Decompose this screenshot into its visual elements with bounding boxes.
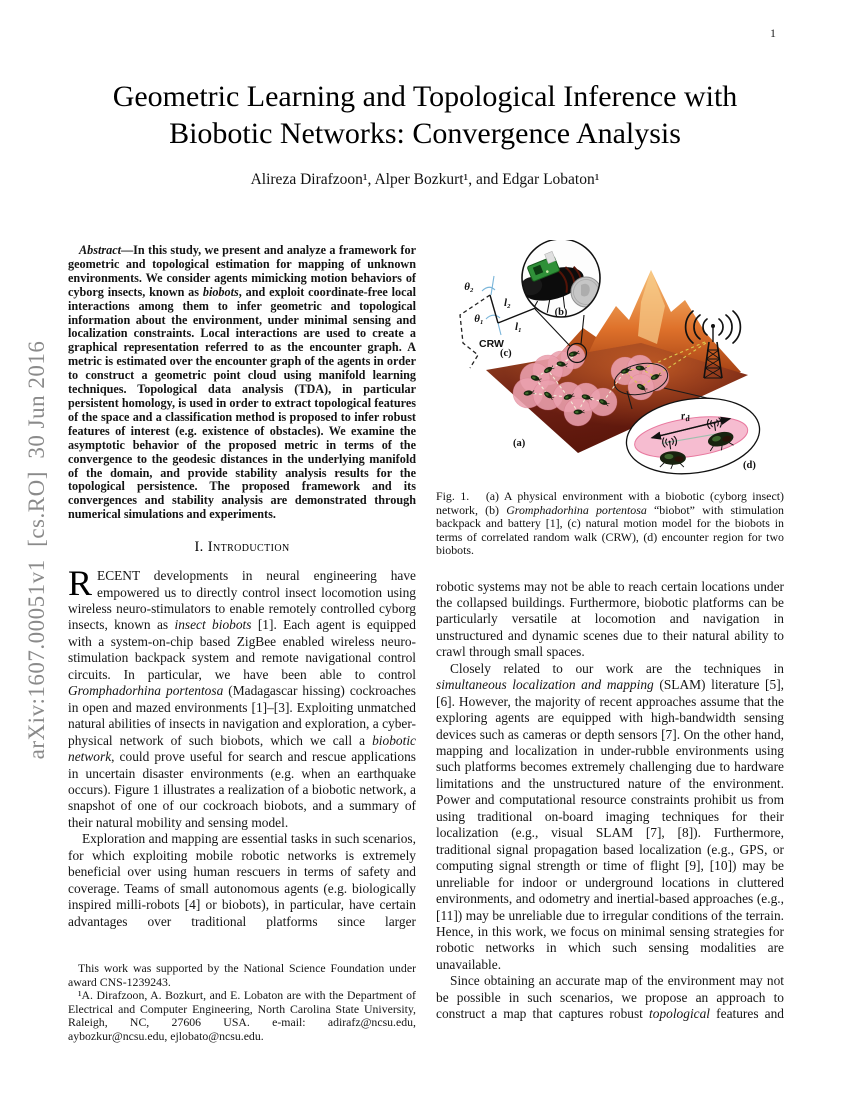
figure-label-a: (a) bbox=[513, 438, 526, 449]
footnote-support: This work was supported by the National Science Foundation under award CNS-1239243. bbox=[68, 961, 416, 989]
introduction-body bbox=[68, 563, 417, 930]
authors-line: Alireza Dirafzoon¹, Alper Bozkurt¹, and Edgar Lobaton¹ bbox=[250, 171, 600, 188]
paper-title-line1: Geometric Learning and Topological Inference with bbox=[112, 80, 738, 113]
figure-1 bbox=[433, 240, 803, 485]
abstract bbox=[68, 244, 416, 522]
footnote-affiliation: ¹A. Dirafzoon, A. Bozkurt, and E. Lobaton are with the Department of Electrical and Computer Engineering, North Carolina State University, Raleigh, NC, 27606 USA. e-mail: adirafz@ncsu.edu, aybozkur@ncsu.edu, ejlobato@ncsu.edu. bbox=[68, 988, 416, 1043]
right-column-body bbox=[436, 579, 784, 1023]
intro-paragraph-2: Exploration and mapping are essential tasks in such scenarios, for which exploiting mobile robotic networks is extremely beneficial over using human rescuers in terms of safety and coverage. Teams of small autonomous agents (e.g. biologically inspired milli-robots [4] or biobots), in particular, have certain advantages over traditional platforms since larger bbox=[68, 831, 416, 929]
figure-label-l1: l₁ bbox=[515, 321, 522, 333]
figure-label-c: (c) bbox=[500, 348, 512, 359]
footnotes bbox=[68, 962, 416, 1043]
coin bbox=[571, 277, 601, 307]
intro-paragraph-1: RECENT developments in neural engineering have empowered us to directly control insect locomotion using wireless neuro-stimulators to enable remotely controlled cyborg insects, known as insect biobots [1]. Each agent is equipped with a system-on-chip based ZigBee enabled wireless neuro-stimulation backpack system and remote navigational control circuits. In particular, we have been able to control Gromphadorhina portentosa (Madagascar hissing) cockroaches in open and mazed environments [1]–[3]. Exploiting unmatched natural abilities of insects in navigation and exploration, a cyber-physical network of such biobots, which we call a biobotic network, could prove useful for search and rescue applications in uncertain disaster environments (e.g. when an earthquake occurs). Figure 1 illustrates a realization of a biobotic network, a snapshot of one of our cockroach biobots, and a summary of their natural mobility and sensing model. bbox=[68, 563, 417, 830]
paper-title bbox=[40, 78, 810, 152]
figure-label-crw: CRW bbox=[479, 338, 504, 350]
figure-label-rd: $r_d$ bbox=[680, 409, 691, 424]
page-number: 1 bbox=[770, 26, 776, 40]
figure-label-theta1: θ₁ bbox=[474, 313, 484, 325]
figure-1-illustration bbox=[433, 240, 803, 485]
figure-label-d: (d) bbox=[743, 460, 756, 471]
arxiv-watermark: arXiv:1607.00051v1 [cs.RO] 30 Jun 2016 bbox=[24, 340, 49, 760]
right-column bbox=[436, 240, 784, 1023]
figure-label-b: (b) bbox=[554, 307, 568, 318]
right-paragraph-3: Since obtaining an accurate map of the environment may not be possible in such scenarios, we propose an approach to construct a map that captures robust topological features and bbox=[436, 973, 784, 1022]
right-paragraph-1: robotic systems may not be able to reach certain locations under the collapsed buildings. Furthermore, biobotic platforms can be particularly versatile at locomotion and navigation in unstructured and dynamic scenes due to their natural ability to crawl through small spaces. bbox=[436, 578, 784, 660]
right-paragraph-2: Closely related to our work are the techniques in simultaneous localization and mapping (SLAM) literature [5], [6]. However, the majority of recent approaches assume that the exploring agents are equipped with high-bandwidth sensing devices such as cameras or depth sensors [7]. On the other hand, mapping and localization in under-rubble environments using such platforms becomes extremely challenging due to hardware limitations and the unstructured nature of the environment. Power and computational resource constraints prohibit us from using traditional on-board imaging techniques for their localization (e.g., visual SLAM [7], [8]). Furthermore, traditional signal propagation based localization (e.g., GPS, or computing signal strength or time of flight [9], [10]) may be unreliable for indoor or underground locations in cluttered environments, and odometry and inertial-based approaches (e.g., [11]) may be unreliable due to irregular conditions of the terrain. Hence, in this work, we focus on minimal sensing strategies for robotic networks in which such sensing modalities are unavailable. bbox=[436, 660, 785, 972]
dropcap-letter: R bbox=[68, 563, 93, 604]
biobot-inset-photo bbox=[489, 240, 601, 325]
paper-title-line2: Biobotic Networks: Convergence Analysis bbox=[169, 117, 681, 150]
figure-label-theta2: θ₂ bbox=[464, 281, 474, 293]
figure-1-caption: Fig. 1. (a) A physical environment with a biobotic (cyborg insect) network, (b) Gromphadorhina portentosa “biobot” with stimulation backpack and battery [1], (c) natural motion model for the biobots in terms of correlated random walk (CRW), (d) encounter region for two biobots. bbox=[436, 489, 784, 557]
abstract-text: Abstract—In this study, we present and analyze a framework for geometric and topological estimation for mapping of unknown environments. We consider agents mimicking motion behaviors of cyborg insects, known as biobots, and exploit coordinate-free local interactions among them to infer geometric and topological information about the environment, under minimal sensing and localization constraints. Local interactions are used to create a graphical representation referred to as the encounter graph. A metric is estimated over the encounter graph of the agents in order to construct a geometric point cloud using manifold learning techniques. Topological data analysis (TDA), in particular persistent homology, is used in order to extract topological features of the space and a classification method is proposed to infer robust features of interest (e.g. existence of obstacles). We examine the asymptotic behavior of the proposed metric in terms of the convergence to the geodesic distances in the underlying manifold of the domain, and provide stability analysis results for the topological persistence. The proposed framework and its convergences and stability analysis are demonstrated through numerical simulations and experiments. bbox=[68, 243, 416, 522]
section-heading-introduction: I. Introduction bbox=[194, 539, 290, 556]
figure-label-l2: l₂ bbox=[504, 297, 511, 309]
left-column bbox=[68, 244, 416, 930]
